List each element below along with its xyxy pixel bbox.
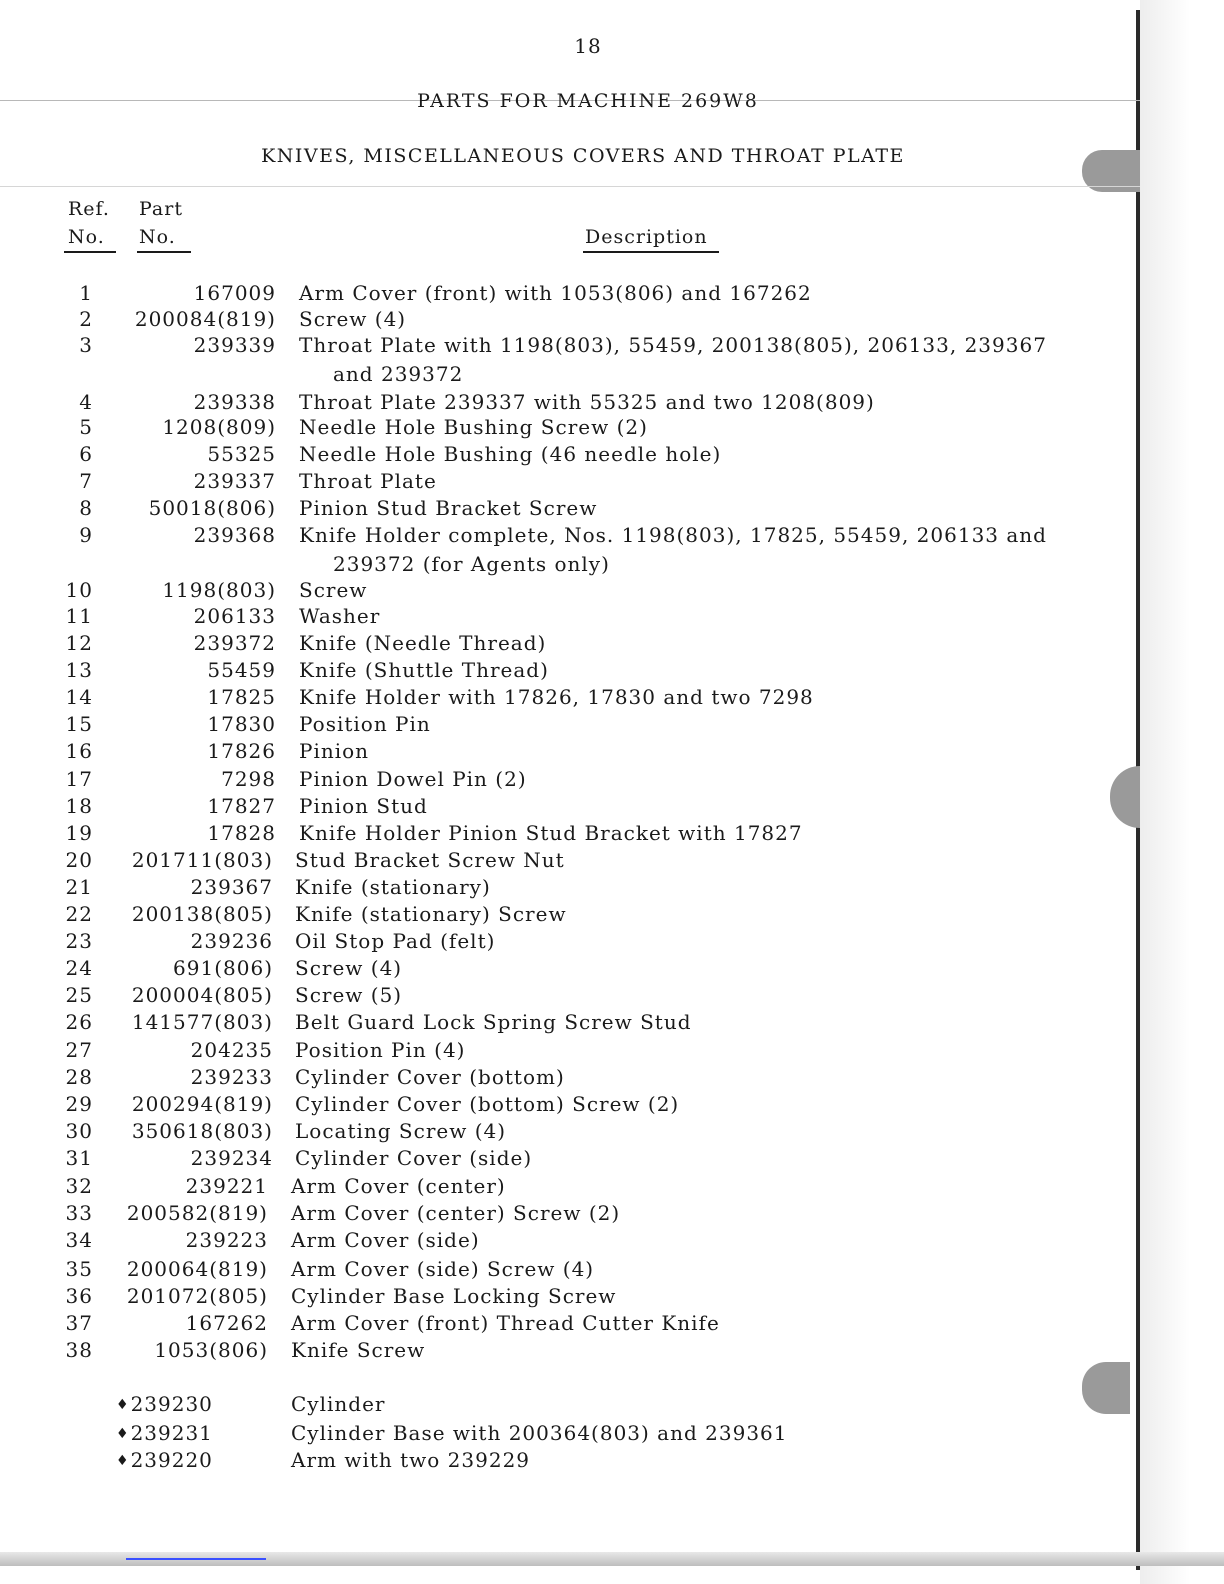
ref-number: 15 [65,712,93,736]
part-number: 200004(805) [131,983,273,1007]
part-description: Throat Plate 239337 with 55325 and two 1208(809) [299,390,875,414]
ref-number: 37 [65,1311,93,1335]
part-description: Needle Hole Bushing Screw (2) [299,415,648,439]
part-description: Cylinder Base with 200364(803) and 239361 [291,1421,788,1445]
part-number: 201072(805) [126,1284,268,1308]
ref-number: 38 [65,1338,93,1362]
part-number: 691(806) [173,956,273,980]
part-description: Pinion [299,739,370,763]
part-number: 17830 [207,712,276,736]
part-number: 239368 [193,523,276,547]
table-row [0,982,1140,1009]
part-description: Position Pin (4) [295,1038,466,1062]
part-description: Throat Plate [299,469,437,493]
part-description: Pinion Stud Bracket Screw [299,496,598,520]
part-number: 17825 [207,685,276,709]
table-row [0,414,1140,441]
part-number [116,1420,213,1450]
part-number: 1208(809) [162,415,276,439]
part-description: Washer [299,604,381,628]
part-number: 167262 [185,1311,268,1335]
table-row [0,332,1140,359]
part-description: Knife (stationary) [295,875,491,899]
part-number: 7298 [221,767,276,791]
table-row [0,684,1140,711]
ref-number: 20 [65,848,93,872]
ref-number: 14 [65,685,93,709]
part-number: 206133 [193,604,276,628]
ref-number: 11 [65,604,93,628]
part-description: Arm Cover (center) Screw (2) [291,1201,621,1225]
part-description: Knife (stationary) Screw [295,902,567,926]
table-row [0,1227,1140,1254]
header-ref-underline [64,251,116,253]
part-number: 55459 [207,658,276,682]
part-number: 167009 [193,281,276,305]
table-row [0,738,1140,765]
table-row [0,1118,1140,1145]
part-description: Stud Bracket Screw Nut [295,848,565,872]
table-row [0,874,1140,901]
subtitle-rule [0,186,1140,187]
part-number: 141577(803) [131,1010,273,1034]
part-number-value: 239220 [130,1448,213,1472]
ref-number: 19 [65,821,93,845]
table-row [0,1337,1140,1364]
part-description: Oil Stop Pad (felt) [295,929,496,953]
part-description: Throat Plate with 1198(803), 55459, 200138(805), 206133, 239367 [299,333,1047,357]
table-row [0,793,1140,820]
ref-number: 5 [79,415,93,439]
part-description: Screw (4) [295,956,403,980]
part-number: 200294(819) [131,1092,273,1116]
ref-number: 7 [79,469,93,493]
part-description: Cylinder Cover (side) [295,1146,533,1170]
part-number: 239339 [193,333,276,357]
table-row-extra [0,1391,1140,1418]
table-row-extra [0,1447,1140,1474]
table-row [0,495,1140,522]
part-description: Screw (4) [299,307,407,331]
table-row [0,1064,1140,1091]
table-row [0,522,1140,549]
table-row [0,630,1140,657]
table-row [0,1037,1140,1064]
header-part-underline [137,251,191,253]
ref-number: 33 [65,1201,93,1225]
part-number: 350618(803) [131,1119,273,1143]
ref-number: 9 [79,523,93,547]
part-description: Cylinder Base Locking Screw [291,1284,617,1308]
table-row [0,955,1140,982]
part-number: 1198(803) [162,578,276,602]
diamond-marker-icon: ♦ [116,1397,130,1413]
ref-number: 10 [65,578,93,602]
part-number: 239337 [193,469,276,493]
table-row [0,577,1140,604]
part-description: Screw (5) [295,983,403,1007]
part-number: 200138(805) [131,902,273,926]
part-description-continued: 239372 (for Agents only) [333,552,610,576]
part-description: Knife Holder complete, Nos. 1198(803), 17825, 55459, 206133 and [299,523,1047,547]
table-row [0,306,1140,333]
part-number: 17828 [207,821,276,845]
part-description: Arm Cover (front) with 1053(806) and 167262 [299,281,812,305]
page-edge-shadow [1140,0,1224,1584]
part-description: Belt Guard Lock Spring Screw Stud [295,1010,692,1034]
part-description: Needle Hole Bushing (46 needle hole) [299,442,722,466]
table-row [0,441,1140,468]
table-row [0,1009,1140,1036]
ref-number: 13 [65,658,93,682]
part-number: 239223 [185,1228,268,1252]
part-number: 200582(819) [126,1201,268,1225]
part-number: 239236 [190,929,273,953]
ref-number: 26 [65,1010,93,1034]
ref-number: 3 [79,333,93,357]
part-description: Arm with two 239229 [291,1448,531,1472]
ref-number: 17 [65,767,93,791]
ref-number: 27 [65,1038,93,1062]
part-description: Knife Screw [291,1338,426,1362]
part-number: 201711(803) [131,848,273,872]
table-row [0,389,1140,416]
table-row [0,928,1140,955]
part-number-value: 239231 [130,1421,213,1445]
table-row [0,1310,1140,1337]
ref-number: 8 [79,496,93,520]
table-row [0,711,1140,738]
part-number: 1053(806) [154,1338,268,1362]
table-row [0,766,1140,793]
part-number: 55325 [207,442,276,466]
header-ref-top: Ref. [68,198,110,220]
part-description: Cylinder Cover (bottom) Screw (2) [295,1092,680,1116]
part-number: 239221 [185,1174,268,1198]
table-row [0,603,1140,630]
part-number [116,1447,213,1477]
ref-number: 23 [65,929,93,953]
ref-number: 21 [65,875,93,899]
part-description: Position Pin [299,712,431,736]
part-description-continued: and 239372 [333,362,464,386]
ref-number: 12 [65,631,93,655]
header-description-underline [583,251,719,253]
bottom-underline [126,1558,266,1560]
part-number [116,1391,213,1421]
table-row [0,1283,1140,1310]
part-number: 239233 [190,1065,273,1089]
ref-number: 18 [65,794,93,818]
ref-number: 24 [65,956,93,980]
table-row [0,847,1140,874]
part-description: Arm Cover (front) Thread Cutter Knife [291,1311,720,1335]
ref-number: 4 [79,390,93,414]
part-description: Screw [299,578,368,602]
ref-number: 28 [65,1065,93,1089]
ref-number: 2 [79,307,93,331]
table-row [0,1256,1140,1283]
part-number: 200064(819) [126,1257,268,1281]
page-number: 18 [574,34,602,58]
table-row [0,468,1140,495]
part-number: 239338 [193,390,276,414]
part-description: Arm Cover (center) [291,1174,506,1198]
page-title: PARTS FOR MACHINE 269W8 [417,90,759,112]
part-description: Knife Holder with 17826, 17830 and two 7298 [299,685,814,709]
header-part-top: Part [139,198,183,220]
part-description: Cylinder [291,1392,386,1416]
table-row [0,820,1140,847]
part-number: 239234 [190,1146,273,1170]
table-row [0,280,1140,307]
ref-number: 34 [65,1228,93,1252]
part-number: 239367 [190,875,273,899]
header-part-bottom: No. [139,226,176,248]
table-row [0,657,1140,684]
ref-number: 35 [65,1257,93,1281]
ref-number: 30 [65,1119,93,1143]
ref-number: 1 [79,281,93,305]
part-description: Arm Cover (side) Screw (4) [291,1257,595,1281]
ref-number: 25 [65,983,93,1007]
ref-number: 6 [79,442,93,466]
table-row [0,1091,1140,1118]
table-row [0,1200,1140,1227]
header-description: Description [585,226,708,248]
part-number: 50018(806) [148,496,276,520]
ref-number: 31 [65,1146,93,1170]
diamond-marker-icon: ♦ [116,1453,130,1469]
ref-number: 29 [65,1092,93,1116]
table-row [0,1173,1140,1200]
part-description: Pinion Stud [299,794,428,818]
part-description: Knife Holder Pinion Stud Bracket with 17827 [299,821,803,845]
diamond-marker-icon: ♦ [116,1426,130,1442]
table-row [0,901,1140,928]
part-description: Knife (Shuttle Thread) [299,658,549,682]
part-description: Pinion Dowel Pin (2) [299,767,527,791]
part-number-value: 239230 [130,1392,213,1416]
ref-number: 36 [65,1284,93,1308]
table-row-extra [0,1420,1140,1447]
part-number: 17826 [207,739,276,763]
part-description: Locating Screw (4) [295,1119,507,1143]
table-row [0,1145,1140,1172]
part-description: Knife (Needle Thread) [299,631,547,655]
header-ref-bottom: No. [68,226,105,248]
ref-number: 32 [65,1174,93,1198]
ref-number: 22 [65,902,93,926]
part-number: 239372 [193,631,276,655]
part-number: 200084(819) [134,307,276,331]
part-number: 204235 [190,1038,273,1062]
ref-number: 16 [65,739,93,763]
section-subtitle: KNIVES, MISCELLANEOUS COVERS AND THROAT PLATE [261,145,905,167]
part-number: 17827 [207,794,276,818]
part-description: Arm Cover (side) [291,1228,480,1252]
part-description: Cylinder Cover (bottom) [295,1065,565,1089]
